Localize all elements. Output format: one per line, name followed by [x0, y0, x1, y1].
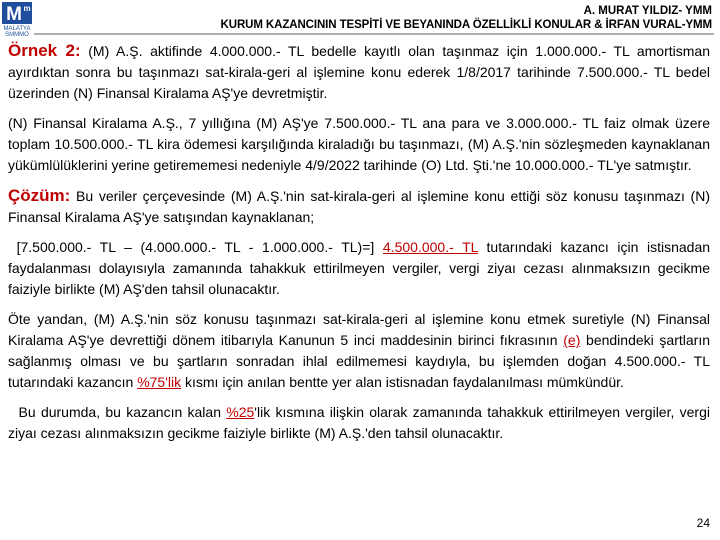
- lease-paragraph: (N) Finansal Kiralama A.Ş., 7 yıllığına (M) AŞ'ye 7.500.000.- TL ana para ve 3.000.000.- TL faiz olmak üzere toplam 10.500.000.- TL kira ödemesi karşılığında kiraladığı bu taşınmazı, (M) A.Ş.'nin sözleşmeden kaynaklanan yükümlülüklerini yerine getirememesi nedeniyle 4/9/2022 tarihinde (O) Ltd. Şti.'ne 10.000.000.- TL'ye satmıştır.: [8, 115, 710, 173]
- svg-text:M: M: [6, 4, 22, 25]
- conclusion-paragraph: [8, 402, 710, 444]
- page-header: [40, 4, 712, 32]
- solution-label: Çözüm:: [8, 186, 71, 205]
- conclusion-text-1: Bu durumda, bu kazancın kalan: [18, 404, 227, 420]
- exemption-paragraph: [8, 309, 710, 393]
- document-body: [8, 40, 710, 444]
- svg-text:m: m: [23, 4, 31, 13]
- example-text: (M) A.Ş. aktifinde 4.000.000.- TL bedelle kayıtlı olan taşınmaz için 1.000.000.- TL amortisman ayırdıktan sonra bu taşınmazı sat-kirala-geri al işlemine konu ederek 1/8/2017 tarihinde 7.500.000.- TL bedel üzerinden (N) Finansal Kiralama AŞ'ye devretmiştir.: [8, 43, 710, 101]
- example-paragraph: [8, 40, 710, 104]
- solution-text: Bu veriler çerçevesinde (M) A.Ş.'nin sat-kirala-geri al işlemine konu ettiği söz konusu taşınmazı (N) Finansal Kiralama AŞ'ye satışından kaynaklanan;: [8, 188, 710, 225]
- exemption-text-3: kısmı için anılan bentte yer alan istisnadan faydalanılması mümkündür.: [181, 374, 624, 390]
- header-divider: [34, 33, 714, 35]
- percent-25-highlight: %25: [226, 404, 255, 420]
- gain-calculation-paragraph: [8, 237, 710, 300]
- gain-calculation-text: [7.500.000.- TL – (4.000.000.- TL - 1.000.000.- TL)=]: [16, 239, 383, 255]
- clause-e-highlight: (e): [563, 332, 581, 348]
- header-author: A. MURAT YILDIZ- YMM: [583, 5, 712, 17]
- header-title: KURUM KAZANCININ TESPİTİ VE BEYANINDA ÖZELLİKLİ KONULAR & İRFAN VURAL-YMM: [220, 19, 712, 31]
- svg-text:SMMMO: SMMMO: [5, 32, 29, 36]
- conclusion-text-2: 'lik kısmına ilişkin olarak zamanında tahakkuk ettirilmeyen vergiler, vergi ziyaı cezası alınmaksızın gecikme faiziyle birlikte (M) A.Ş.'den tahsil olunacaktır.: [8, 404, 710, 441]
- organization-logo: [2, 2, 32, 36]
- solution-paragraph: [8, 185, 710, 228]
- page-number: 24: [696, 516, 710, 530]
- gain-calculation-rest: tutarındaki kazancı için istisnadan faydalanması dolayısıyla zamanında tahakkuk ettirilmeyen vergiler, vergi ziyaı cezası alınmaksızın gecikme faiziyle birlikte (M) AŞ'den tahsil olunacaktır.: [8, 239, 711, 297]
- svg-text:MALATYA: MALATYA: [3, 26, 31, 32]
- percent-75-highlight: %75'lik: [137, 374, 182, 390]
- exemption-text-2: bendindeki şartların sağlanmış olması ve bu şartların sonradan ihlal edilmemesi kaydıyla, bu işlemden doğan 4.500.000.- TL tutarındaki kazancın: [8, 332, 710, 390]
- gain-amount-highlight: 4.500.000.- TL: [382, 239, 478, 255]
- example-label: Örnek 2:: [8, 41, 81, 60]
- exemption-text-1: Öte yandan, (M) A.Ş.'nin söz konusu taşınmazı sat-kirala-geri al işlemine konu etmek suretiyle (N) Finansal Kiralama AŞ'ye devrettiği dönem itibarıyla Kanunun 5 inci maddesinin birinci fıkrasının: [8, 311, 710, 348]
